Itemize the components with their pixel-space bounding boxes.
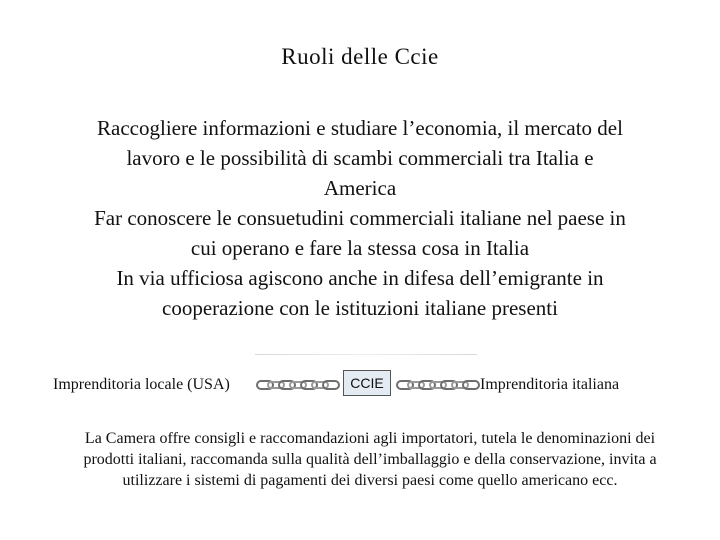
paragraph-line: cooperazione con le istituzioni italiane presenti bbox=[162, 296, 558, 320]
paragraph-line: America bbox=[323, 176, 397, 200]
diagram-divider bbox=[255, 354, 477, 355]
slide-title: Ruoli delle Ccie bbox=[281, 44, 439, 69]
node-italian-business: Imprenditoria italiana bbox=[480, 376, 620, 393]
node-local-business: Imprenditoria locale (USA) bbox=[53, 376, 230, 393]
note-line: utilizzare i sistemi di pagamenti dei diversi paesi come quello americano ecc. bbox=[122, 472, 618, 489]
relationship-diagram bbox=[0, 358, 720, 418]
paragraph-line: Raccogliere informazioni e studiare l’economia, il mercato del bbox=[97, 116, 623, 140]
note-line: La Camera offre consigli e raccomandazioni agli importatori, tutela le denominazioni dei bbox=[84, 430, 656, 447]
chain-link-icon bbox=[256, 377, 340, 393]
roles-paragraph bbox=[40, 113, 680, 323]
chain-link-icon bbox=[396, 377, 480, 393]
paragraph-line: In via ufficiosa agiscono anche in difesa dell’emigrante in bbox=[116, 266, 604, 290]
note-line: prodotti italiani, raccomanda sulla qualità dell’imballaggio e della conservazione, invita a bbox=[83, 451, 657, 468]
chamber-note bbox=[40, 428, 700, 491]
paragraph-line: cui operano e fare la stessa cosa in Italia bbox=[190, 236, 530, 260]
node-ccie: CCIE bbox=[343, 370, 391, 396]
paragraph-line: lavoro e le possibilità di scambi commerciali tra Italia e bbox=[126, 146, 594, 170]
paragraph-line: Far conoscere le consuetudini commerciali italiane nel paese in bbox=[94, 206, 626, 230]
